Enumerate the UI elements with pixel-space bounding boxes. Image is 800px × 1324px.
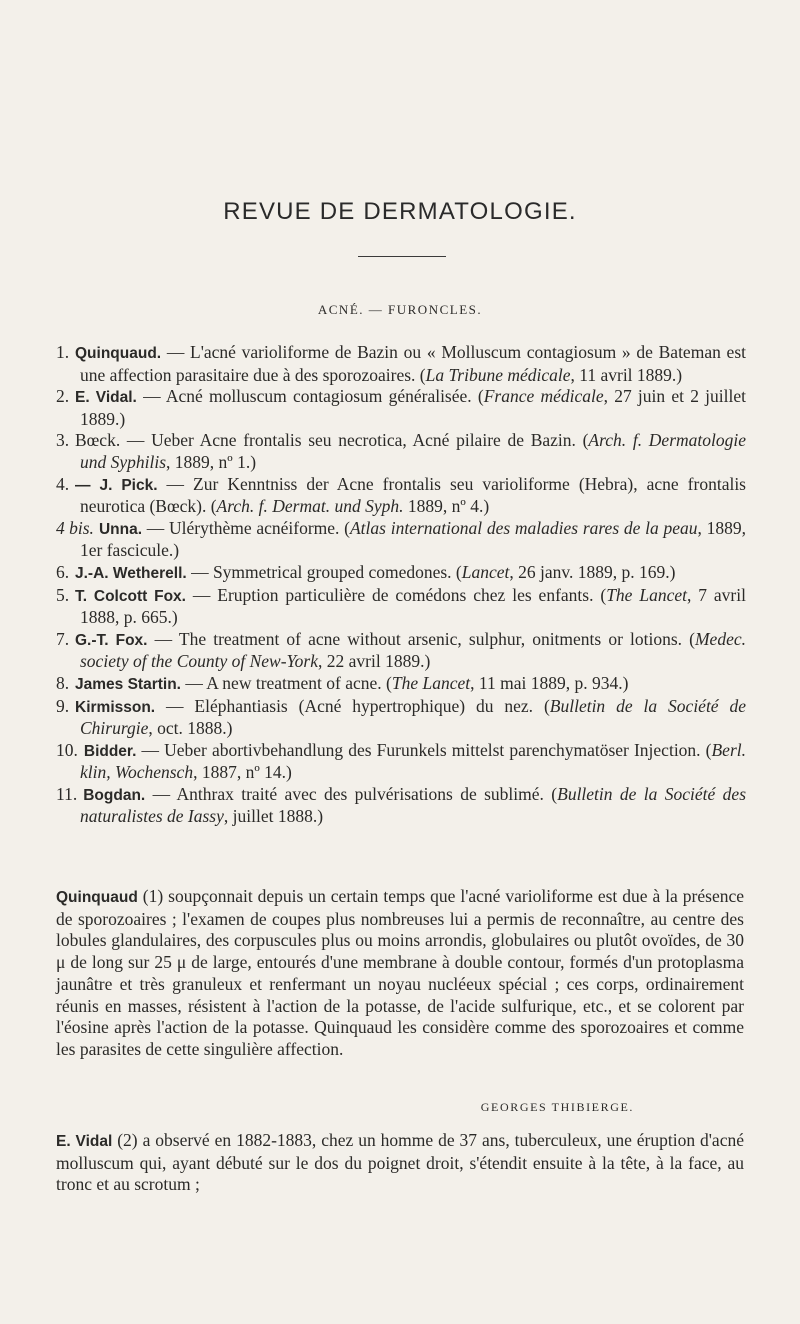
reference-item <box>56 342 746 386</box>
body-paragraph <box>56 886 744 1061</box>
reference-item <box>56 585 746 629</box>
reference-source: Atlas international des maladies rares de la peau <box>349 517 698 538</box>
reference-item <box>56 740 746 784</box>
paragraph-text: (1) soupçonnait depuis un certain temps que l'acné varioliforme est due à la présence de sporozoaires ; l'examen de coupes plus nombreuses lui a permis de reconnaître, au centre des lobules glandulaires, des corpuscules plus ou moins arrondis, globulaires ou plutôt ovoïdes, de 30 μ de long sur 25 μ de large, entourés d'une membrane à double contour, formés d'un protoplasma jaunâtre et très granuleux et renfermant un noyau nucléeux spécial ; ces corps, ordinairement réunis en masses, résistent à l'action de la potasse, de l'acide sulfurique, etc., et se colorent par l'éosine après l'action de la potasse. Quinquaud les considère comme des sporozoaires et comme les parasites de cette singulière affection. <box>56 886 744 1059</box>
reference-author: Quinquaud. <box>75 345 162 362</box>
reference-item <box>56 474 746 518</box>
reference-number: 8. <box>56 672 70 693</box>
reference-author: Bidder. <box>83 742 137 760</box>
reference-source: La Tribune médicale <box>425 364 571 385</box>
reference-text: — Anthrax traité avec des pulvérisations de sublimé. ( <box>145 783 558 804</box>
reference-author: E. Vidal. <box>75 389 137 407</box>
reference-tail: , 11 avril 1889.) <box>570 364 683 385</box>
reference-author: Bœck. <box>75 430 121 451</box>
reference-author: T. Colcott Fox. <box>75 587 186 605</box>
reference-text: — Ulérythème acnéiforme. ( <box>142 517 350 538</box>
reference-source: Berl. klin, Wochensch <box>80 739 746 783</box>
reference-item <box>56 518 746 562</box>
reference-source: The Lancet <box>391 672 471 693</box>
reference-text: — Eléphantiasis (Acné hypertrophique) du nez. ( <box>155 695 550 716</box>
reference-number: 1. <box>56 342 70 362</box>
reference-author: Unna. <box>98 520 142 538</box>
reference-item <box>56 673 746 696</box>
reference-text: — Symmetrical grouped comedones. ( <box>186 561 462 582</box>
reference-number: 4. <box>56 473 70 494</box>
reference-source: Medec. society of the County of New-York <box>80 628 746 672</box>
reference-tail: , oct. 1888.) <box>148 718 233 739</box>
reference-tail: , 1889, 1er fascicule.) <box>80 517 747 561</box>
reference-text: — Acné molluscum contagiosum généralisée. ( <box>136 386 484 407</box>
reference-number: 3. <box>56 430 70 451</box>
reference-tail: , 26 janv. 1889, p. 169.) <box>509 561 676 582</box>
reference-item <box>56 784 746 828</box>
reference-author: James Startin. <box>75 675 181 693</box>
paragraph-text: (2) a observé en 1882-1883, chez un homme de 37 ans, tuberculeux, une éruption d'acné molluscum qui, ayant débuté sur le dos du poignet droit, s'étendit ensuite à la tête, à la face, au tronc et au scrotum ; <box>56 1130 744 1195</box>
reference-list <box>56 342 746 828</box>
reference-source: Arch. f. Dermat. und Syph. <box>216 496 404 517</box>
reference-text: — A new treatment of acne. ( <box>180 672 392 693</box>
reference-source: Arch. f. Dermatologie und Syphilis <box>80 430 747 472</box>
reference-author: — J. Pick. <box>75 476 158 494</box>
reference-source: Bulletin de la Société de Chirurgie <box>80 695 747 739</box>
reference-number: 11. <box>56 783 78 804</box>
reference-source: Lancet <box>461 561 510 582</box>
reference-source: France médicale <box>483 386 604 407</box>
reference-author: Bogdan. <box>83 786 146 804</box>
reference-source: The Lancet <box>606 584 687 605</box>
reference-number: 6. <box>56 561 70 582</box>
reference-number: 7. <box>56 628 70 649</box>
reference-item <box>56 562 746 585</box>
reference-tail: , 1889, nº 1.) <box>166 451 257 472</box>
reference-tail: , 22 avril 1889.) <box>318 651 431 672</box>
reference-author: J.-A. Wetherell. <box>75 564 187 582</box>
reference-number: 4 bis. <box>56 517 94 538</box>
reference-tail: , juillet 1888.) <box>223 806 324 827</box>
reference-item <box>56 629 746 673</box>
reference-author: G.-T. Fox. <box>75 631 148 649</box>
paragraph-lead-author: Quinquaud <box>56 889 138 906</box>
reference-text: — Ueber Acne frontalis seu necrotica, Acné pilaire de Bazin. ( <box>120 430 589 451</box>
reference-item <box>56 430 746 473</box>
reference-number: 2. <box>56 386 70 407</box>
reference-text: — L'acné varioliforme de Bazin ou « Molluscum contagiosum » de Bateman est une affection parasitaire due à des sporozoaires. ( <box>80 342 746 385</box>
reference-text: — The treatment of acne without arsenic, sulphur, onitments or lotions. ( <box>147 628 695 649</box>
section-heading: ACNÉ. — FURONCLES. <box>317 302 483 317</box>
reference-tail: , 7 avril 1888, p. 665.) <box>80 584 746 628</box>
reference-number: 9. <box>56 695 70 716</box>
title-divider <box>358 256 446 257</box>
reference-number: 5. <box>56 584 70 605</box>
reference-text: — Zur Kenntniss der Acne frontalis seu varioliforme (Hebra), acne frontalis neurotica (Bœck). ( <box>80 473 746 517</box>
journal-title: REVUE DE DERMATOLOGIE. <box>223 198 577 225</box>
reference-number: 10. <box>56 739 78 760</box>
reference-tail: 1889, nº 4.) <box>403 496 490 517</box>
reference-text: — Eruption particulière de comédons chez les enfants. ( <box>185 584 607 605</box>
reference-tail: , 11 mai 1889, p. 934.) <box>470 672 629 693</box>
reference-source: Bulletin de la Société des naturalistes de Iassy <box>80 783 747 827</box>
reference-item <box>56 696 746 740</box>
reference-author: Kirmisson. <box>75 698 156 716</box>
author-signature: GEORGES THIBIERGE. <box>480 1100 634 1114</box>
reference-item <box>56 386 746 430</box>
reference-text: — Ueber abortivbehandlung des Furunkels mittelst parenchymatöser Injection. ( <box>136 739 712 760</box>
reference-tail: , 27 juin et 2 juillet 1889.) <box>80 386 746 429</box>
reference-tail: , 1887, nº 14.) <box>193 762 292 783</box>
body-paragraph <box>56 1130 744 1196</box>
paragraph-lead-author: E. Vidal <box>56 1133 113 1150</box>
